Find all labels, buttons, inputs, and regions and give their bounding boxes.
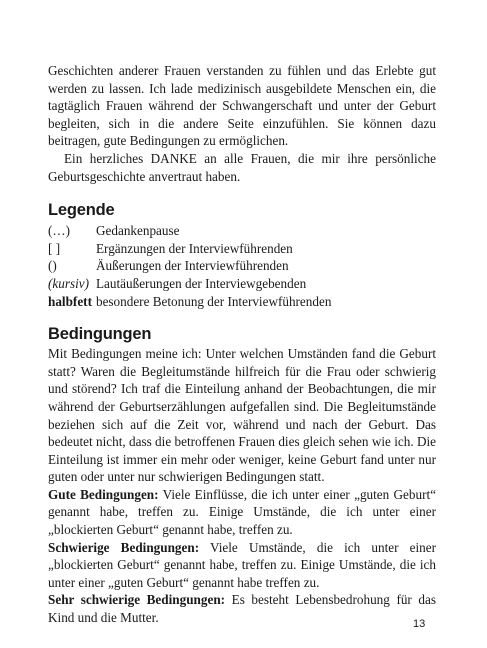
legend-key: [ ] [48, 240, 61, 256]
legend-item [48, 293, 436, 311]
legend-value: Gedankenpause [96, 223, 180, 239]
bedingungen-heading: Bedingungen [48, 325, 152, 344]
intro-paragraph-1: Geschichten anderer Frauen verstanden zu fühlen und das Erlebte gut werden zu lassen. Ich lade medizinisch ausgebildete Menschen ein, die tagtäglich Frauen während der Schwangerschaft und unter der Geburt begleiten, sich in die andere Seite einzufühlen. Sie können dazu beitragen, gute Bedingungen zu ermöglichen. [48, 63, 436, 149]
legend-value: Lautäußerungen der Interviewgebenden [96, 275, 307, 291]
legend-item [48, 275, 436, 293]
legend-item [48, 257, 436, 275]
sehr-schwierige-bedingungen-paragraph [48, 591, 436, 626]
legend-key: (…) [48, 223, 70, 239]
legend-key: halbfett [48, 293, 92, 309]
legend-key: () [48, 258, 57, 274]
page-number: 13 [413, 618, 426, 630]
intro-paragraph-2: Ein herzliches DANKE an alle Frauen, die mir ihre persönliche Geburtsgeschichte anvertraut haben. [48, 150, 436, 184]
schwierige-bedingungen-text: Viele Umstände, die ich unter einer „blockierten Geburt“ genannt habe, treffen zu. Einige Umstände, die ich unter einer „guten Geburt“ genannt habe treffen zu. [48, 539, 437, 590]
sehr-schwierige-bedingungen-label: Sehr schwierige Bedingungen: [48, 592, 226, 608]
legend-item [48, 222, 436, 240]
legend-value: besondere Betonung der Interviewführenden [95, 293, 332, 309]
legend-value: Äußerungen der Interviewführenden [96, 258, 289, 274]
gute-bedingungen-paragraph [48, 486, 436, 539]
legende-heading: Legende [48, 201, 115, 220]
legend-item [48, 240, 436, 258]
legende-list [48, 222, 436, 310]
bedingungen-intro: Mit Bedingungen meine ich: Unter welchen Umständen fand die Geburt statt? Waren die Begleitumstände hilfreich für die Frau oder schwierig und störend? Ich traf die Einteilung anhand der Beobachtungen, die mir während der Geburtserzählungen aufgefallen sind. Die Begleitumstände beziehen sich auf die Zeit vor, während und nach der Geburt. Das bedeutet nicht, dass die betroffenen Frauen dies gleich sehen wie ich. Die Einteilung ist immer ein mehr oder weniger, keine Geburt fand unter nur guten oder unter nur schwierigen Bedingungen statt. [48, 346, 436, 485]
sehr-schwierige-bedingungen-text: Es besteht Lebensbedrohung für das Kind und die Mutter. [48, 592, 436, 626]
schwierige-bedingungen-paragraph [48, 539, 436, 592]
legend-value: Ergänzungen der Interviewführenden [96, 240, 293, 256]
page-content [48, 62, 436, 627]
gute-bedingungen-label: Gute Bedingungen: [48, 486, 159, 502]
legend-key: (kursiv) [48, 275, 90, 291]
gute-bedingungen-text: Viele Einflüsse, die ich unter einer „guten Geburt“ genannt habe, treffen zu. Einige Umstände, die ich unter einer „blockierten Geburt“ genannt habe, treffen zu. [48, 486, 436, 538]
schwierige-bedingungen-label: Schwierige Bedingungen: [48, 539, 200, 555]
